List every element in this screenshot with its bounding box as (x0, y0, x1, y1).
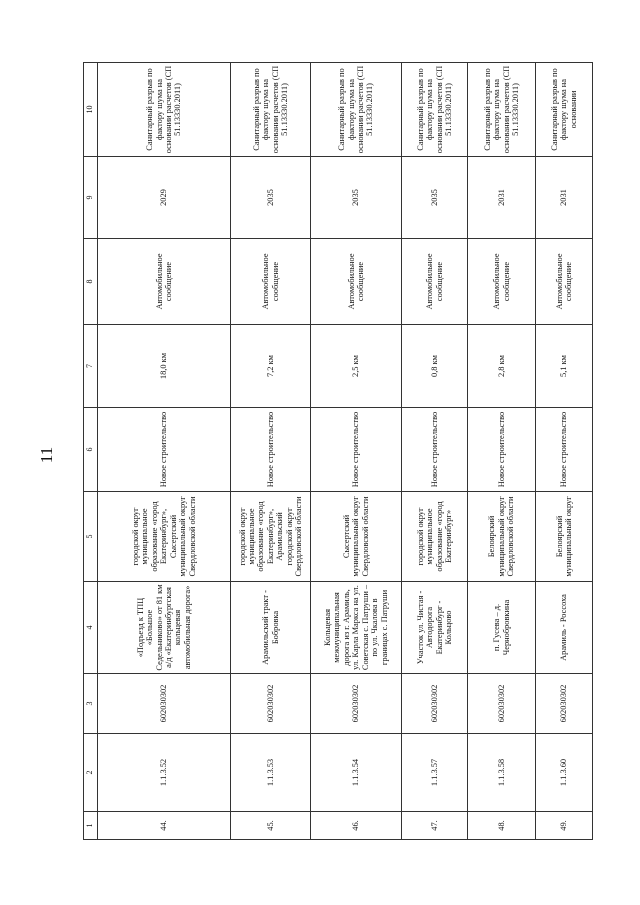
construction-type-cell: Новое строительство (311, 408, 402, 492)
length-cell: 18,0 км (98, 325, 231, 408)
row-number-cell: 46. (311, 812, 402, 840)
year-cell: 2035 (402, 157, 468, 239)
column-number: 8 (84, 239, 98, 325)
oktmo-cell: 602030302 (98, 674, 231, 734)
oktmo-cell: 602030302 (468, 674, 536, 734)
column-number: 3 (84, 674, 98, 734)
column-number: 10 (84, 63, 98, 157)
sanitary-zone-cell: Санитарный разрыв по фактору шума на основании расчетов (СП 51.13330.2011) (468, 63, 536, 157)
table-row (402, 63, 468, 840)
year-cell: 2031 (536, 157, 593, 239)
object-code-cell: 1.1.3.54 (311, 734, 402, 812)
construction-type-cell: Новое строительство (231, 408, 311, 492)
sanitary-zone-cell: Санитарный разрыв по фактору шума на основании расчетов (СП 51.13330.2011) (402, 63, 468, 157)
length-cell: 2,5 км (311, 325, 402, 408)
table-row (231, 63, 311, 840)
purpose-cell: Автомобильное сообщение (231, 239, 311, 325)
column-number: 5 (84, 492, 98, 582)
table-row (468, 63, 536, 840)
municipality-cell: городской округ муниципальное образование «город Екатеринбург» (402, 492, 468, 582)
object-code-cell: 1.1.3.60 (536, 734, 593, 812)
row-number-cell: 44. (98, 812, 231, 840)
page-number: 11 (37, 446, 56, 464)
year-cell: 2035 (311, 157, 402, 239)
object-code-cell: 1.1.3.57 (402, 734, 468, 812)
sanitary-zone-cell: Санитарный разрыв по фактору шума на основании расчетов (СП 51.13330.2011) (98, 63, 231, 157)
column-number-row (84, 63, 98, 840)
column-number: 4 (84, 582, 98, 674)
row-number-cell: 45. (231, 812, 311, 840)
municipality-cell: Белоярский муниципальный округ (536, 492, 593, 582)
year-cell: 2031 (468, 157, 536, 239)
objects-table (83, 62, 593, 840)
column-number: 6 (84, 408, 98, 492)
column-number: 2 (84, 734, 98, 812)
length-cell: 5,1 км (536, 325, 593, 408)
column-number: 7 (84, 325, 98, 408)
construction-type-cell: Новое строительство (468, 408, 536, 492)
length-cell: 0,8 км (402, 325, 468, 408)
year-cell: 2029 (98, 157, 231, 239)
object-code-cell: 1.1.3.52 (98, 734, 231, 812)
sanitary-zone-cell: Санитарный разрыв по фактору шума на основании расчетов (СП 51.13330.2011) (231, 63, 311, 157)
object-name-cell: п. Гусева – д. Чернобровкина (468, 582, 536, 674)
purpose-cell: Автомобильное сообщение (98, 239, 231, 325)
construction-type-cell: Новое строительство (536, 408, 593, 492)
municipality-cell: городской округ муниципальное образование «город Екатеринбург», Арамильский городской округ Свердловской области (231, 492, 311, 582)
table-row (98, 63, 231, 840)
row-number-cell: 48. (468, 812, 536, 840)
object-code-cell: 1.1.3.58 (468, 734, 536, 812)
purpose-cell: Автомобильное сообщение (402, 239, 468, 325)
sanitary-zone-cell: Санитарный разрыв по фактору шума на основании (536, 63, 593, 157)
purpose-cell: Автомобильное сообщение (468, 239, 536, 325)
municipality-cell: городской округ муниципальное образование «город Екатеринбург», Сысертский муниципальный округ Свердловской области (98, 492, 231, 582)
oktmo-cell: 602030302 (402, 674, 468, 734)
length-cell: 2,8 км (468, 325, 536, 408)
table-row (311, 63, 402, 840)
column-number: 9 (84, 157, 98, 239)
purpose-cell: Автомобильное сообщение (311, 239, 402, 325)
oktmo-cell: 602030302 (311, 674, 402, 734)
object-name-cell: Арамиль - Россоха (536, 582, 593, 674)
oktmo-cell: 602030302 (536, 674, 593, 734)
purpose-cell: Автомобильное сообщение (536, 239, 593, 325)
row-number-cell: 49. (536, 812, 593, 840)
object-name-cell: «Подъезд к ТПЦ «Большое Седельниково» от 81 км а/д «Екатеринбургская кольцевая автомобильная дорога» (98, 582, 231, 674)
oktmo-cell: 602030302 (231, 674, 311, 734)
construction-type-cell: Новое строительство (98, 408, 231, 492)
object-code-cell: 1.1.3.53 (231, 734, 311, 812)
object-name-cell: Участок ул. Чистая - Автодорога Екатеринбург - Кольцово (402, 582, 468, 674)
year-cell: 2035 (231, 157, 311, 239)
sanitary-zone-cell: Санитарный разрыв по фактору шума на основании расчетов (СП 51.13330.2011) (311, 63, 402, 157)
length-cell: 7,2 км (231, 325, 311, 408)
object-name-cell: Арамильский тракт - Бобровка (231, 582, 311, 674)
column-number: 1 (84, 812, 98, 840)
table-row (536, 63, 593, 840)
municipality-cell: Сысертский муниципальный округ Свердловской области (311, 492, 402, 582)
table-container (83, 63, 580, 840)
construction-type-cell: Новое строительство (402, 408, 468, 492)
row-number-cell: 47. (402, 812, 468, 840)
object-name-cell: Кольцевая межмуниципальная дорога из г. Арамиль, ул. Карла Маркса на ул. Советская с. Патруши – по ул. Чкалова в границах с. Патруши (311, 582, 402, 674)
municipality-cell: Белоярский муниципальный округ Свердловской области (468, 492, 536, 582)
